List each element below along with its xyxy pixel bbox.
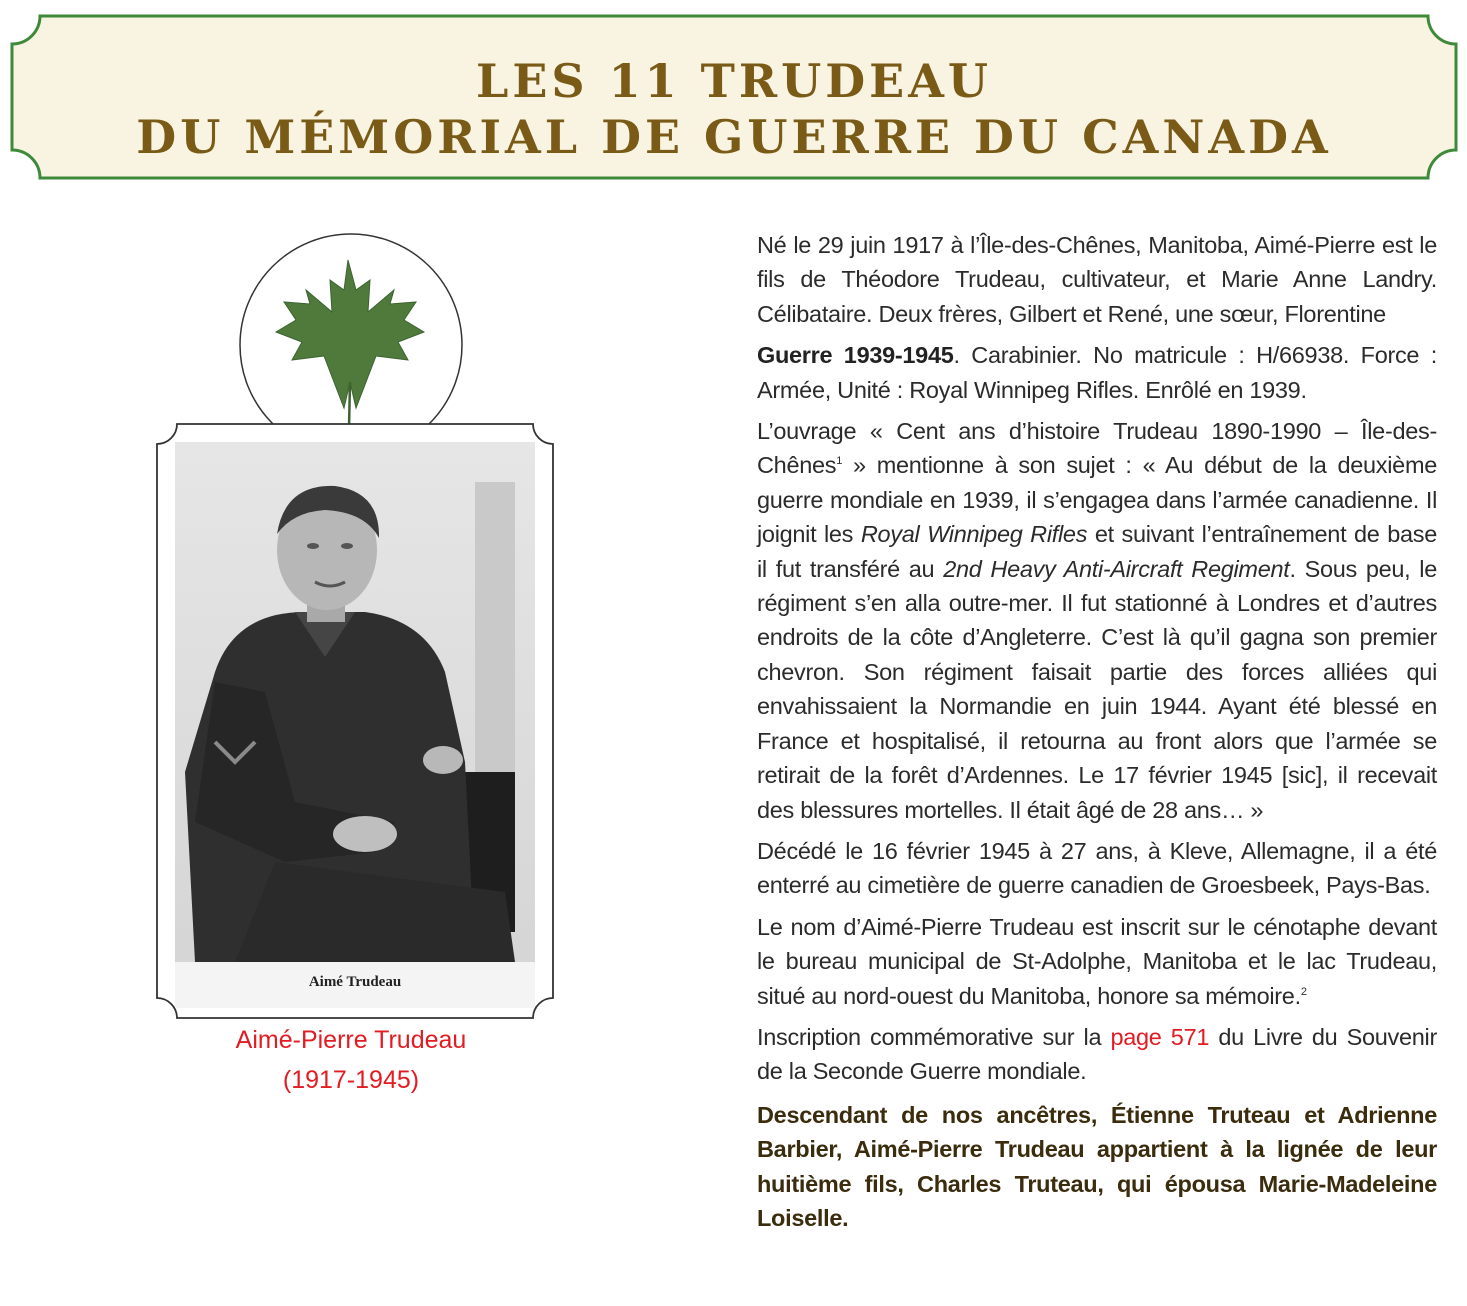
cenotaph-text: Le nom d’Aimé-Pierre Trudeau est inscrit sur le cénotaphe devant le bureau municipal de St-Adolphe, Manitoba et le lac Trudeau, situé au nord-ouest du Manitoba, honore sa mémoire. xyxy=(757,913,1437,1009)
death-paragraph: Décédé le 16 février 1945 à 27 ans, à Kleve, Allemagne, il a été enterré au cimetière de guerre canadien de Groesbeek, Pays-Bas. xyxy=(757,837,1437,899)
photo-print-caption: Aimé Trudeau xyxy=(308,974,402,990)
footnote-ref-2: 2 xyxy=(1300,985,1307,998)
inscription-text-b: du Livre du Souvenir de la Seconde Guerre mondiale. xyxy=(757,1023,1437,1085)
quote-part-d: . Sous peu, le régiment s’en alla outre-mer. Il fut stationné à Londres et d’autres endroits de la côte d’Angleterre. C’est là qu’il gagna son premier chevron. Son régiment faisait partie des forces alliées qui envahissaient la Normandie en juin 1944. Ayant été blessé en France et hospitalisé, il retourna au front alors que l’armée se retirait de la forêt d’Ardennes. Le 17 février 1945 [sic], il recevait des blessures mortelles. Il était âgé de 28 ans… » xyxy=(757,555,1437,823)
page-571-link[interactable]: page 571 xyxy=(1110,1023,1210,1050)
service-details: . Carabinier. No matricule : H/66938. Force : Armée, Unité : Royal Winnipeg Rifles. Enrôlé en 1939. xyxy=(757,342,1437,403)
page-title-line2: DU MÉMORIAL DE GUERRE DU CANADA xyxy=(136,110,1332,164)
quote-part-c: et suivant l’entraînement de base il fut transféré au xyxy=(757,521,1437,582)
quote-italic-regiment: 2nd Heavy Anti-Aircraft Regiment xyxy=(943,555,1290,582)
book-of-remembrance-paragraph xyxy=(757,1020,1437,1089)
portrait-caption-name: Aimé-Pierre Trudeau xyxy=(235,1026,467,1054)
quote-paragraph xyxy=(757,414,1437,827)
soldier-portrait-image xyxy=(175,442,535,1008)
footnote-ref-1: 1 xyxy=(836,455,843,468)
quote-italic-unit: Royal Winnipeg Rifles xyxy=(860,521,1088,548)
service-paragraph xyxy=(757,338,1437,407)
page-title-line1: LES 11 TRUDEAU xyxy=(476,54,992,108)
cenotaph-paragraph xyxy=(757,910,1437,1013)
title-banner xyxy=(10,14,1458,180)
war-heading: Guerre 1939-1945 xyxy=(757,342,954,369)
lineage-paragraph: Descendant de nos ancêtres, Étienne Truteau et Adrienne Barbier, Aimé-Pierre Trudeau appartient à la lignée de leur huitième fils, Charles Truteau, qui épousa Marie-Madeleine Loiselle. xyxy=(757,1101,1437,1231)
birth-paragraph: Né le 29 juin 1917 à l’Île-des-Chênes, Manitoba, Aimé-Pierre est le fils de Théodore Trudeau, cultivateur, et Marie Anne Landry. Célibataire. Deux frères, Gilbert et René, une sœur, Florentine xyxy=(757,232,1437,327)
quote-part-b: » mentionne à son sujet : « Au début de la deuxième guerre mondiale en 1939, il s’engagea dans l’armée canadienne. Il joignit les xyxy=(757,452,1437,548)
portrait-photo xyxy=(175,442,535,1008)
inscription-text-a: Inscription commémorative sur la xyxy=(757,1023,1111,1050)
biography-text xyxy=(757,228,1437,1242)
quote-part-a: L’ouvrage « Cent ans d’histoire Trudeau 1890-1990 – Île-des-Chênes xyxy=(757,418,1437,479)
portrait-caption-years: (1917-1945) xyxy=(282,1066,420,1094)
